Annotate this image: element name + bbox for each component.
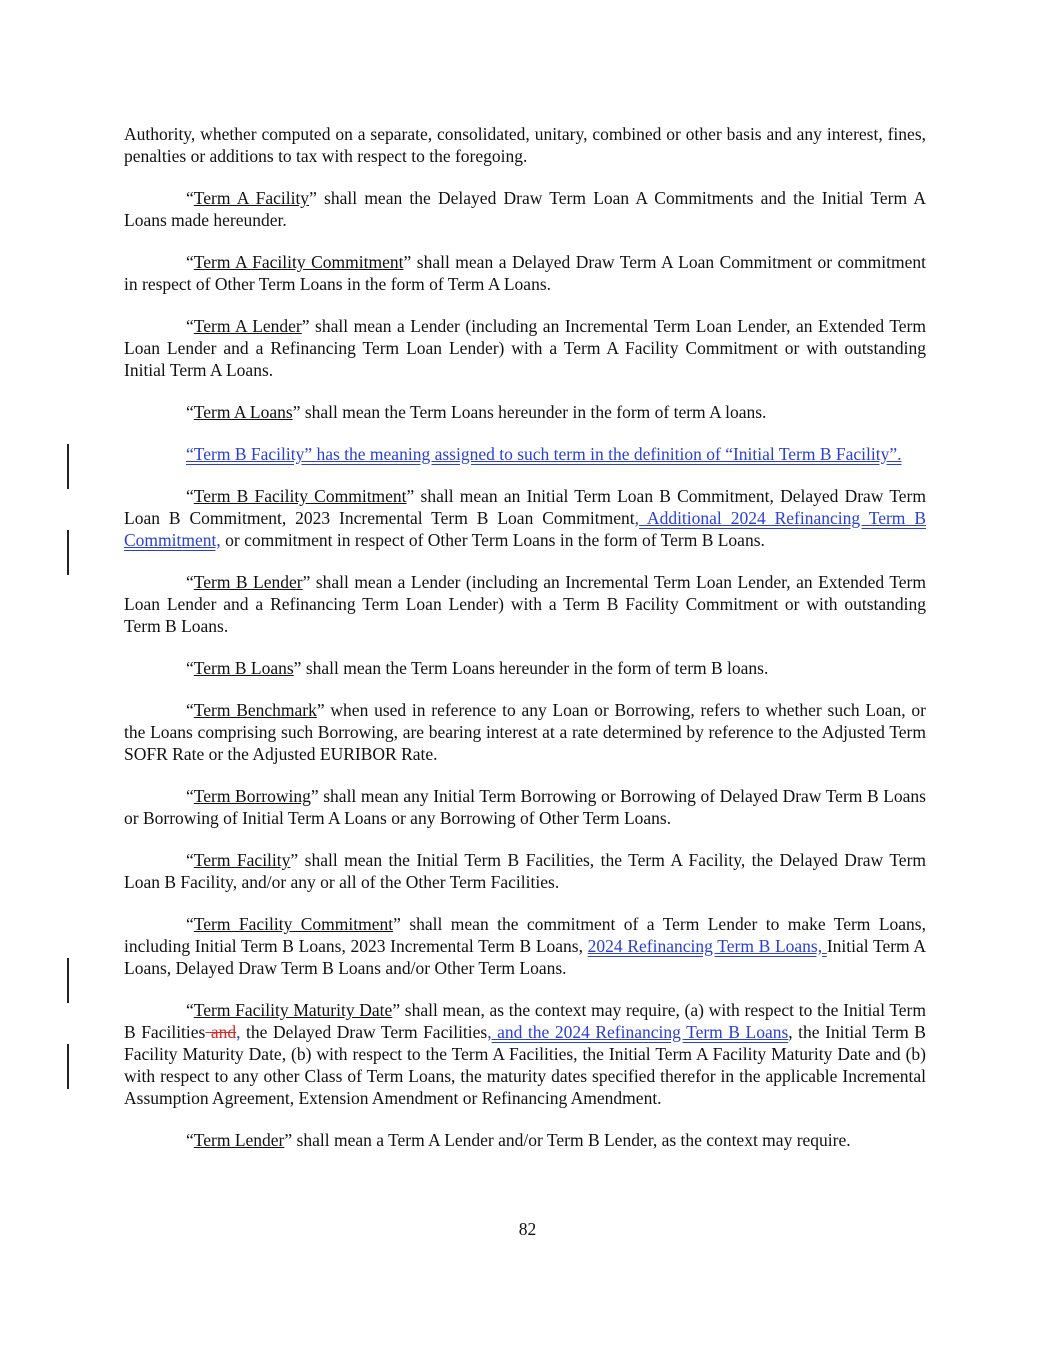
- defined-term: Term B Facility Commitment: [193, 486, 407, 506]
- change-bar: [67, 1044, 69, 1089]
- change-bar: [67, 444, 69, 489]
- definition-term-b-facility-commitment: “Term B Facility Commitment” shall mean an Initial Term Loan B Commitment, Delayed Draw Term Loan B Commitment, 2023 Incremental Term B Loan Commitment, Additional 2024 Refinancing Term B Commitment, or commitment in respect of Other Term Loans in the form of Term B Loans.: [124, 486, 927, 550]
- definition-term-a-lender: “Term A Lender” shall mean a Lender (including an Incremental Term Loan Lender, an Extended Term Loan Lender and a Refinancing Term Loan Lender) with a Term A Facility Commitment or with outstanding Initial Term A Loans.: [124, 316, 926, 380]
- defined-term: Term A Facility: [193, 188, 310, 208]
- page-number: 82: [518, 1219, 537, 1239]
- paragraph: Authority, whether computed on a separate, consolidated, unitary, combined or other basis and any interest, fines, penalties or additions to tax with respect to the foregoing.: [124, 124, 926, 166]
- definition-term-lender: “Term Lender” shall mean a Term A Lender and/or Term B Lender, as the context may require.: [186, 1130, 851, 1150]
- defined-term: Term Borrowing: [193, 786, 311, 806]
- definition-term-benchmark: “Term Benchmark” when used in reference to any Loan or Borrowing, refers to whether such Loan, or the Loans comprising such Borrowing, are bearing interest at a rate determined by reference to the Adjusted Term SOFR Rate or the Adjusted EURIBOR Rate.: [124, 700, 926, 764]
- definition-term-a-facility-commitment: “Term A Facility Commitment” shall mean a Delayed Draw Term A Loan Commitment or commitment in respect of Other Term Loans in the form of Term A Loans.: [124, 252, 926, 294]
- definition-term-b-lender: “Term B Lender” shall mean a Lender (including an Incremental Term Loan Lender, an Extended Term Loan Lender and a Refinancing Term Loan Lender) with a Term B Facility Commitment or with outstanding Term B Loans.: [124, 572, 926, 636]
- deleted-text: and: [205, 1022, 237, 1042]
- defined-term: Term A Lender: [193, 316, 302, 336]
- definition-term-borrowing: “Term Borrowing” shall mean any Initial Term Borrowing or Borrowing of Delayed Draw Term B Loans or Borrowing of Initial Term A Loans or any Borrowing of Other Term Loans.: [124, 786, 926, 828]
- inserted-text: “Term B Facility” has the meaning assigned to such term in the definition of “Initial Term B Facility”.: [186, 444, 902, 464]
- defined-term: Term Lender: [193, 1130, 285, 1150]
- definition-term-facility: “Term Facility” shall mean the Initial Term B Facilities, the Term A Facility, the Delayed Draw Term Loan B Facility, and/or any or all of the Other Term Facilities.: [124, 850, 927, 892]
- definition-term-facility-commitment: “Term Facility Commitment” shall mean the commitment of a Term Lender to make Term Loans, including Initial Term B Loans, 2023 Incremental Term B Loans, 2024 Refinancing Term B Loans, Initial Term A Loans, Delayed Draw Term B Loans and/or Other Term Loans.: [124, 914, 927, 978]
- defined-term: Term B Loans: [193, 658, 294, 678]
- defined-term: Term A Loans: [193, 402, 293, 422]
- defined-term: Term B Lender: [193, 572, 303, 592]
- inserted-text: , and the 2024 Refinancing Term B Loans: [487, 1022, 789, 1042]
- document-page: [124, 123, 926, 1171]
- definition-term-b-facility-inserted: [124, 443, 926, 465]
- defined-term: Term Facility: [193, 850, 291, 870]
- inserted-text: 2024 Refinancing Term B Loans,: [587, 936, 827, 956]
- defined-term: Term Benchmark: [193, 700, 317, 720]
- definition-term-b-loans: “Term B Loans” shall mean the Term Loans hereunder in the form of term B loans.: [186, 658, 769, 678]
- change-bar: [67, 958, 69, 1003]
- definition-term-a-facility: “Term A Facility” shall mean the Delayed Draw Term Loan A Commitments and the Initial Term A Loans made hereunder.: [124, 188, 926, 230]
- inserted-text: , Additional 2024 Refinancing Term B Commitment,: [124, 508, 927, 550]
- defined-term: Term Facility Maturity Date: [193, 1000, 393, 1020]
- definition-term-facility-maturity-date: “Term Facility Maturity Date” shall mean, as the context may require, (a) with respect to the Initial Term B Facilities and, the Delayed Draw Term Facilities, and the 2024 Refinancing Term B Loans, the Initial Term B Facility Maturity Date, (b) with respect to the Term A Facilities, the Initial Term A Facility Maturity Date and (b) with respect to any other Class of Term Loans, the maturity dates specified therefor in the applicable Incremental Assumption Agreement, Extension Amendment or Refinancing Amendment.: [124, 1000, 927, 1108]
- inserted-text: ,: [236, 1022, 241, 1042]
- defined-term: Term Facility Commitment: [193, 914, 394, 934]
- definition-term-a-loans: “Term A Loans” shall mean the Term Loans hereunder in the form of term A loans.: [186, 402, 767, 422]
- defined-term: Term A Facility Commitment: [193, 252, 404, 272]
- change-bar: [67, 530, 69, 575]
